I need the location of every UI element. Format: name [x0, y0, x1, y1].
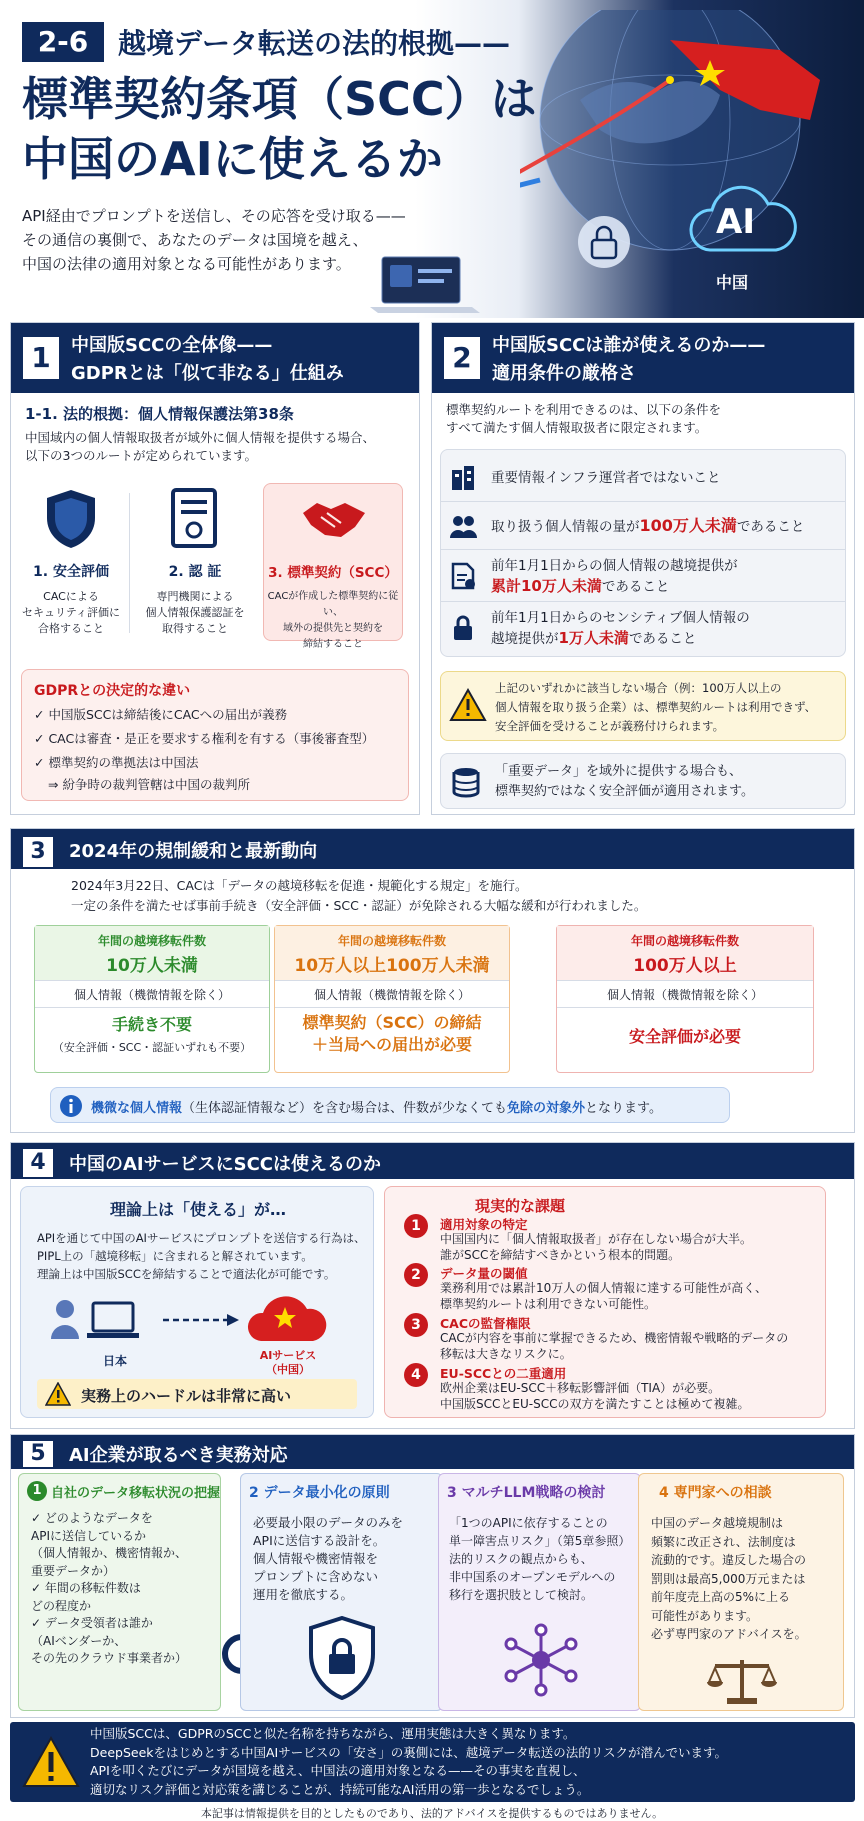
ai-service-line: （中国） — [266, 1363, 310, 1376]
action-line: 個人情報や機密情報を — [253, 1551, 379, 1566]
data-note-line: 標準契約ではなく安全評価が適用されます。 — [495, 784, 754, 799]
action-line: 罰則は最高5,000万元または — [651, 1571, 806, 1586]
action-line: 法的リスクの観点からも、 — [449, 1552, 593, 1566]
theory-line: APIを通じて中国のAIサービスにプロンプトを送信する行為は、 — [37, 1231, 366, 1245]
action-title — [447, 1482, 605, 1502]
theory-card — [20, 1186, 374, 1418]
action-line: 可能性があります。 — [651, 1608, 759, 1623]
issue-number-badge: 1 — [404, 1214, 428, 1238]
section-5-header — [11, 1435, 854, 1469]
warning-icon — [22, 1736, 80, 1788]
action-line: 必要最小限のデータのみを — [253, 1515, 404, 1530]
route-desc-line: 域外の提供先と契約を — [283, 623, 383, 634]
action-line: 移行を選択肢として検討。 — [449, 1588, 594, 1602]
intro-line: 一定の条件を満たせば事前手続き（安全評価・SCC・認証）が免除される大幅な緩和が行われました。 — [71, 898, 647, 913]
hero-title-line2: 中国のAIに使えるか — [22, 132, 443, 186]
route-label: 1. 安全評価 — [33, 564, 109, 580]
section-3-header — [11, 829, 854, 869]
action-line: 中国のデータ越境規制は — [651, 1516, 784, 1530]
section-title-line2: 適用条件の厳格さ — [492, 363, 636, 384]
condition-highlight: 累計10万人未満 — [491, 577, 602, 595]
section-title-line1: 中国版SCCは誰が使えるのか—— — [492, 335, 766, 356]
condition-highlight: 1万人未満 — [558, 629, 629, 647]
hero-banner — [0, 0, 864, 318]
info-part: （生体認証情報など）を含む場合は、件数が少なくても — [182, 1101, 508, 1116]
condition-part: であること — [628, 631, 697, 647]
disclaimer: 本記事は情報提供を目的としたものであり、法的アドバイスを提供するものではありません。 — [200, 1807, 664, 1820]
section-4-header — [11, 1143, 854, 1179]
action-line: 前年度売上高の5%に上る — [651, 1590, 791, 1604]
info-icon — [59, 1094, 83, 1118]
section-title-line1: 中国版SCCの全体像—— — [71, 335, 273, 356]
route-desc — [263, 589, 403, 653]
tier-caption: 年間の越境移転件数 — [630, 934, 739, 948]
china-cloud-icon — [245, 1291, 329, 1347]
issue-title: EU-SCCとの二重適用 — [440, 1366, 567, 1381]
action-card-4 — [638, 1473, 844, 1711]
tier-head — [275, 926, 509, 980]
route-desc-line: セキュリティ評価に — [22, 606, 120, 619]
theory-body — [37, 1229, 365, 1283]
route-desc-line: 取得すること — [162, 622, 228, 635]
action-line: 重要データか） — [31, 1563, 116, 1578]
section-number: 3 — [21, 835, 55, 869]
info-highlight: 機微な個人情報 — [91, 1101, 183, 1116]
section-1-header — [11, 323, 419, 393]
important-data-text — [495, 762, 754, 802]
theory-line: 理論上は中国版SCCを締結することで適法化が可能です。 — [37, 1267, 336, 1281]
section-1 — [10, 322, 420, 815]
conclusion-line: APIを叩くたびにデータが国境を越え、中国法の適用対象となる——その事実を直視し、 — [90, 1763, 586, 1778]
section-2-header — [432, 323, 854, 393]
info-highlight: 免除の対象外 — [507, 1101, 586, 1116]
intro-line: 以下の3つのルートが定められています。 — [25, 448, 257, 463]
info-text — [91, 1097, 662, 1116]
gdpr-diff-box — [21, 669, 409, 801]
action-body — [31, 1510, 187, 1668]
tier-card-low — [34, 925, 270, 1073]
issue-line: 欧州企業はEU-SCC＋移転影響評価（TIA）が必要。 — [440, 1381, 721, 1395]
issue-title: CACの監督権限 — [440, 1316, 531, 1331]
action-title-text: データ最小化の原則 — [263, 1485, 390, 1501]
gdpr-point: ⇒ 紛争時の裁判管轄は中国の裁判所 — [48, 777, 250, 792]
action-line: 「1つのAPIに依存することの — [449, 1516, 608, 1530]
document-icon — [449, 562, 477, 590]
laptop-icon — [370, 255, 480, 315]
action-card-2 — [240, 1473, 443, 1711]
condition-text — [491, 516, 804, 537]
issue-number-badge: 3 — [404, 1313, 428, 1337]
conclusion-text — [90, 1725, 727, 1799]
tier-result — [557, 1026, 813, 1048]
tier-scope: 個人情報（機微情報を除く） — [35, 980, 269, 1008]
user-laptop-icon — [49, 1297, 169, 1347]
tier-caption: 年間の越境移転件数 — [337, 934, 446, 948]
action-body — [253, 1514, 403, 1604]
action-number: 4 — [659, 1485, 669, 1501]
condition-text — [491, 576, 669, 597]
dashed-arrow-icon — [161, 1313, 241, 1327]
route-desc — [11, 589, 131, 637]
condition-row — [441, 550, 845, 602]
issues-title: 現実的な課題 — [474, 1197, 565, 1215]
issue-line: 中国国内に「個人情報取扱者」が存在しない場合が大半。 — [440, 1232, 753, 1246]
issue-body — [440, 1231, 752, 1263]
route-desc-line: 個人情報保護認証を — [145, 606, 245, 619]
action-line: （AIベンダーか、 — [31, 1633, 127, 1648]
handshake-icon — [301, 495, 367, 543]
issue-body — [440, 1280, 767, 1312]
lock-icon — [578, 214, 630, 270]
ai-service-line: AIサービス — [259, 1349, 317, 1362]
action-card-1 — [18, 1473, 221, 1711]
tier-result — [275, 1012, 509, 1056]
certificate-icon — [169, 488, 219, 550]
issue-line: 標準契約ルートは利用できない可能性。 — [440, 1297, 657, 1311]
tier-result — [35, 1012, 269, 1055]
hero-subtitle: 越境データ転送の法的根拠—— — [118, 27, 511, 60]
action-line: ✓ どのようなデータを — [31, 1511, 153, 1525]
section-title: 中国のAIサービスにSCCは使えるのか — [69, 1154, 382, 1175]
ai-cloud-label: AI — [716, 202, 755, 242]
condition-row — [441, 602, 845, 654]
data-note-line: 「重要データ」を域外に提供する場合も、 — [495, 764, 743, 779]
globe-illustration — [520, 10, 850, 300]
action-line: APIに送信する設計を。 — [253, 1533, 386, 1548]
conclusion-line: 中国版SCCは、GDPRのSCCと似た名称を持ちながら、運用実態は大きく異なります。 — [90, 1726, 576, 1741]
intro-line: 標準契約ルートを利用できるのは、以下の条件を — [446, 402, 722, 417]
tier-value: 10万人未満 — [106, 956, 198, 976]
warning-line: 安全評価を受けることが義務付けられます。 — [495, 719, 725, 733]
database-icon — [451, 766, 481, 798]
divider — [129, 493, 130, 633]
section-number: 4 — [21, 1147, 55, 1179]
action-title: 自社のデータ移転状況の把握 — [51, 1486, 221, 1501]
section-title-line2: GDPRとは「似て非なる」仕組み — [71, 363, 344, 384]
warning-text — [495, 679, 816, 736]
condition-row — [441, 502, 845, 550]
sub-heading: 1-1. 法的根拠：個人情報保護法第38条 — [25, 405, 294, 423]
action-line: 運用を徹底する。 — [253, 1587, 354, 1602]
tier-head — [35, 926, 269, 980]
tier-card-mid — [274, 925, 510, 1073]
action-line: どの程度か — [31, 1598, 92, 1613]
info-bar — [50, 1087, 730, 1123]
intro-line: 2024年3月22日、CACは「データの越境移転を促進・規範化する規定」を施行。 — [71, 878, 528, 893]
tier-note: （安全評価・SCC・認証いずれも不要） — [52, 1041, 252, 1054]
action-number: 2 — [249, 1485, 259, 1501]
section-number-badge: 2-6 — [22, 22, 104, 62]
tier-card-high — [556, 925, 814, 1073]
lock-icon — [449, 614, 477, 642]
theory-line: PIPL上の「越境移転」に含まれると解されています。 — [37, 1249, 313, 1263]
action-line: 単一障害点リスク」（第5章参照） — [449, 1534, 631, 1548]
intro-line: すべて満たす個人情報取扱者に限定されます。 — [446, 420, 708, 435]
tier-value: 10万人以上100万人未満 — [294, 956, 490, 976]
japan-label: 日本 — [103, 1354, 128, 1368]
section-title: 2024年の規制緩和と最新動向 — [69, 841, 318, 862]
issue-line: 移転は大きなリスクに。 — [440, 1347, 572, 1361]
route-desc-line: 合格すること — [38, 622, 104, 635]
issue-number-badge: 2 — [404, 1263, 428, 1287]
section-number: 5 — [21, 1439, 55, 1469]
warning-line: 個人情報を取り扱う企業）は、標準契約ルートは利用できず、 — [495, 700, 817, 714]
hero-lead-line: API経由でプロンプトを送信し、その応答を受け取る—— — [22, 207, 406, 225]
intro-line: 中国域内の個人情報取扱者が域外に個人情報を提供する場合、 — [25, 430, 376, 445]
warning-icon — [45, 1382, 71, 1406]
action-line: 非中国系のオープンモデルへの — [449, 1570, 616, 1584]
route-label: 3. 標準契約（SCC） — [268, 565, 398, 581]
action-body — [449, 1514, 630, 1604]
condition-row — [441, 454, 845, 502]
tier-caption: 年間の越境移転件数 — [97, 934, 206, 948]
issue-title: 適用対象の特定 — [440, 1217, 528, 1232]
conclusion-banner — [10, 1722, 855, 1802]
action-line: （個人情報か、機密情報か、 — [31, 1546, 188, 1560]
action-line: プロンプトに含めない — [253, 1569, 379, 1584]
ai-service-label — [251, 1349, 325, 1377]
gdpr-point: ✓ CACは審査・是正を要求する権利を有する（事後審査型） — [34, 731, 375, 746]
tier-result-line: 安全評価が必要 — [628, 1027, 741, 1046]
tier-head — [557, 926, 813, 980]
route-desc — [135, 589, 255, 637]
hurdle-text: 実務上のハードルは非常に高い — [81, 1387, 292, 1405]
warning-line: 上記のいずれかに該当しない場合（例：100万人以上の — [495, 681, 782, 695]
section-number: 2 — [442, 335, 482, 381]
issue-body — [440, 1380, 749, 1412]
tier-value: 100万人以上 — [633, 956, 737, 976]
issue-line: CACが内容を事前に掌握できるため、機密情報や戦略的データの — [440, 1331, 789, 1345]
conclusion-line: 適切なリスク評価と対応策を講じることが、持続可能なAI活用の第一歩となるでしょう。 — [90, 1781, 590, 1797]
tier-result-line: ＋当局への届出が必要 — [311, 1035, 472, 1054]
hero-title-line1: 標準契約条項（SCC）は — [22, 72, 537, 126]
action-title-text: マルチLLM戦略の検討 — [461, 1485, 606, 1501]
action-title — [659, 1482, 772, 1502]
action-line: ✓ データ受領者は誰か — [31, 1616, 153, 1630]
gdpr-point: ✓ 標準契約の準拠法は中国法 — [34, 755, 199, 770]
action-number: 3 — [447, 1485, 457, 1501]
action-line: ✓ 年間の移転件数は — [31, 1581, 141, 1595]
important-data-box — [440, 753, 846, 809]
route-desc-line: CACによる — [43, 590, 99, 603]
warning-icon — [449, 688, 487, 722]
route-desc-line: 締結すること — [303, 639, 363, 650]
route-label: 2. 認 証 — [168, 564, 222, 580]
route-desc-line: CACが作成した標準契約に従い、 — [267, 591, 399, 618]
condition-text: 前年1月1日からの個人情報の越境提供が — [491, 558, 738, 574]
tier-scope: 個人情報（機微情報を除く） — [557, 980, 813, 1008]
gdpr-point: ✓ 中国版SCCは締結後にCACへの届出が義務 — [34, 707, 288, 722]
scales-icon — [707, 1656, 777, 1706]
condition-part: 取り扱う個人情報の量が — [491, 519, 640, 535]
tier-scope: 個人情報（機微情報を除く） — [275, 980, 509, 1008]
section-number: 1 — [21, 335, 61, 381]
route-desc-line: 専門機関による — [156, 590, 234, 603]
action-line: 流動的です。違反した場合の — [651, 1553, 807, 1567]
china-label: 中国 — [716, 273, 749, 292]
condition-part: であること — [601, 579, 670, 595]
action-number-badge: 1 — [27, 1481, 47, 1501]
condition-highlight: 100万人未満 — [639, 516, 737, 535]
section-title: AI企業が取るべき実務対応 — [69, 1445, 288, 1466]
tier-result-line: 標準契約（SCC）の締結 — [302, 1013, 482, 1032]
issue-line: 業務利用では累計10万人の個人情報に達する可能性が高く、 — [440, 1281, 768, 1295]
issue-body — [440, 1330, 788, 1362]
action-line: 頻繁に改正され、法制度は — [651, 1534, 796, 1549]
condition-text: 前年1月1日からのセンシティブ個人情報の — [491, 610, 750, 626]
people-icon — [449, 512, 477, 540]
gdpr-diff-title: GDPRとの決定的な違い — [34, 683, 191, 699]
hero-lead-line: 中国の法律の適用対象となる可能性があります。 — [22, 255, 351, 273]
hurdle-banner — [37, 1379, 357, 1409]
network-icon — [501, 1622, 581, 1698]
shield-lock-icon — [307, 1616, 377, 1700]
hero-lead-line: その通信の裏側で、あなたのデータは国境を越え、 — [22, 231, 368, 249]
action-title-text: 専門家への相談 — [673, 1485, 772, 1501]
building-icon — [449, 464, 477, 492]
shield-icon — [43, 488, 99, 550]
conditions-box — [440, 449, 846, 657]
issue-number-badge: 4 — [404, 1363, 428, 1387]
action-title — [249, 1482, 390, 1502]
action-body — [651, 1514, 807, 1644]
info-part: となります。 — [585, 1101, 663, 1116]
theory-title: 理論上は「使える」が… — [109, 1200, 286, 1219]
section-2 — [431, 322, 855, 815]
condition-text: 重要情報インフラ運営者ではないこと — [491, 470, 721, 486]
warning-box — [440, 671, 846, 741]
conclusion-line: DeepSeekをはじめとする中国AIサービスの「安さ」の裏側には、越境データ転送の法的リスクが潜んでいます。 — [90, 1744, 727, 1760]
tier-result-line: 手続き不要 — [111, 1015, 192, 1034]
action-line: その先のクラウド事業者か） — [31, 1651, 188, 1665]
issue-line: 中国版SCCとEU-SCCの双方を満たすことは極めて複雑。 — [440, 1397, 750, 1411]
issue-title: データ量の閾値 — [440, 1266, 528, 1281]
condition-part: であること — [736, 519, 805, 535]
condition-part: 越境提供が — [491, 631, 559, 647]
action-line: APIに送信しているか — [31, 1528, 146, 1543]
action-card-3 — [438, 1473, 641, 1711]
action-line: 必ず専門家のアドバイスを。 — [651, 1627, 807, 1641]
condition-text — [491, 628, 696, 649]
issue-line: 誰がSCCを締結すべきかという根本的問題。 — [440, 1248, 681, 1262]
